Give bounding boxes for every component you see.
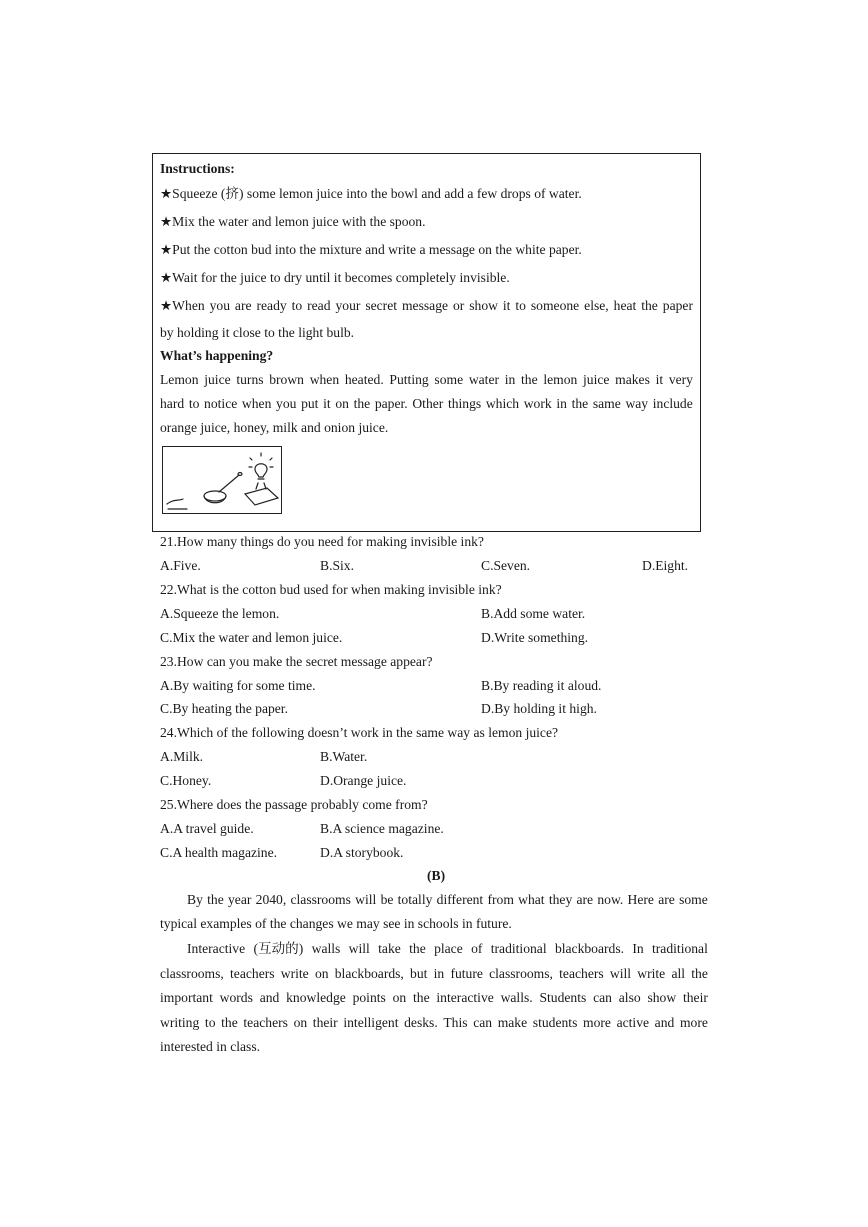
question-22: 22.What is the cotton bud used for when making invisible ink? xyxy=(160,582,502,597)
section-b-p2-line-1 xyxy=(187,940,708,958)
word: ready xyxy=(256,298,287,313)
word: words xyxy=(219,990,253,1005)
word: read xyxy=(307,298,331,313)
q23-option-b: B.By reading it aloud. xyxy=(481,678,602,693)
q25-option-a: A.A travel guide. xyxy=(160,821,254,836)
section-b-heading: (B) xyxy=(427,868,446,883)
word: teachers xyxy=(559,966,604,981)
word: very xyxy=(668,372,693,387)
word: more xyxy=(679,1015,708,1030)
word: will xyxy=(609,966,632,981)
q24-option-a: A.Milk. xyxy=(160,749,204,764)
step-1: ★Squeeze (挤) some lemon juice into the bowl and add a few drops of water. xyxy=(160,186,582,201)
word: points xyxy=(352,990,386,1005)
word: teachers xyxy=(243,1015,288,1030)
q23-option-d: D.By holding it high. xyxy=(481,701,597,716)
word: classrooms, xyxy=(489,966,553,981)
word: walls. xyxy=(500,990,533,1005)
word: in xyxy=(556,396,567,411)
word: write xyxy=(637,966,666,981)
word: future xyxy=(450,966,483,981)
word: on xyxy=(335,396,349,411)
word: in xyxy=(504,372,516,387)
word: lemon xyxy=(543,372,578,387)
word: are xyxy=(576,892,594,907)
paper-icon xyxy=(245,488,278,505)
word: Lemon xyxy=(160,372,199,387)
cotton-bud-icon xyxy=(219,475,239,492)
experiment-drawing xyxy=(163,447,281,513)
word: juice xyxy=(204,372,231,387)
word: work xyxy=(523,396,552,411)
word: show xyxy=(647,990,677,1005)
word: be xyxy=(380,892,394,907)
word: the xyxy=(691,966,708,981)
word: knowledge xyxy=(286,990,346,1005)
step-2: ★Mix the water and lemon juice with the spoon. xyxy=(160,214,426,229)
q21-option-b: B.Six. xyxy=(320,558,354,573)
q22-option-b: B.Add some water. xyxy=(481,606,586,621)
instructions-heading: Instructions: xyxy=(160,161,235,176)
word: paper xyxy=(662,298,693,313)
word: it xyxy=(655,372,664,387)
word: desks. xyxy=(404,1015,438,1030)
happening-line-2 xyxy=(160,395,693,413)
word: to xyxy=(188,396,200,411)
word: or xyxy=(452,298,465,313)
word: write xyxy=(280,966,309,981)
word: all xyxy=(671,966,686,981)
word: classrooms xyxy=(290,892,351,907)
question-21: 21.How many things do you need for making invisible ink? xyxy=(160,534,484,549)
q21-option-d: D.Eight. xyxy=(642,558,689,573)
word: on xyxy=(392,990,407,1005)
word: will xyxy=(348,941,370,956)
word: (互动的) xyxy=(253,941,304,956)
word: totally xyxy=(397,892,433,907)
word: when xyxy=(309,372,340,387)
word: make xyxy=(497,1015,528,1030)
q23-option-a: A.By waiting for some time. xyxy=(160,678,316,693)
word: in xyxy=(433,966,445,981)
section-b-p2-line-5: interested in class. xyxy=(160,1039,261,1054)
lemon-squiggle-icon xyxy=(167,499,183,504)
word: someone xyxy=(530,298,580,313)
word: also xyxy=(618,990,641,1005)
word: things xyxy=(447,396,482,411)
word: water xyxy=(468,372,500,387)
word: turns xyxy=(236,372,264,387)
word: on xyxy=(314,966,329,981)
q25-option-c: C.A health magazine. xyxy=(160,845,278,860)
word: students xyxy=(532,1015,578,1030)
word: year xyxy=(227,892,252,907)
word: paper. xyxy=(374,396,408,411)
word: intelligent xyxy=(343,1015,399,1030)
word: to xyxy=(204,1015,216,1030)
word: Students xyxy=(539,990,587,1005)
word: from xyxy=(487,892,514,907)
word: but xyxy=(410,966,428,981)
section-b-p2-line-4 xyxy=(160,1014,708,1032)
word: of xyxy=(471,941,483,956)
word: their xyxy=(312,1015,338,1030)
word: on xyxy=(293,1015,308,1030)
word: include xyxy=(652,396,693,411)
q21-option-c: C.Seven. xyxy=(481,558,531,573)
word: can xyxy=(593,990,612,1005)
word: you xyxy=(209,298,230,313)
word: brown xyxy=(269,372,304,387)
bowl-icon xyxy=(204,491,226,501)
word: what xyxy=(518,892,545,907)
word: Other xyxy=(412,396,444,411)
word: teachers xyxy=(230,966,275,981)
word: blackboards. xyxy=(554,941,625,956)
word: you xyxy=(276,396,297,411)
q25-option-b: B.A science magazine. xyxy=(320,821,444,836)
word: classrooms, xyxy=(160,966,224,981)
word: else, xyxy=(584,298,609,313)
word: more xyxy=(583,1015,611,1030)
word: interactive xyxy=(436,990,494,1005)
q22-option-c: C.Mix the water and lemon juice. xyxy=(160,630,343,645)
word: take xyxy=(378,941,401,956)
word: show xyxy=(469,298,498,313)
word: now. xyxy=(597,892,624,907)
word: they xyxy=(548,892,573,907)
word: the xyxy=(353,396,371,411)
step-5-line-1 xyxy=(160,297,693,315)
word: the xyxy=(221,1015,238,1030)
word: their xyxy=(682,990,708,1005)
word: traditional xyxy=(652,941,708,956)
word: when xyxy=(241,396,272,411)
word: some xyxy=(679,892,708,907)
q21-option-a: A.Five. xyxy=(160,558,201,573)
word: hard xyxy=(160,396,185,411)
word: are xyxy=(234,298,252,313)
section-b-p2-line-3 xyxy=(160,989,708,1007)
question-23: 23.How can you make the secret message appear? xyxy=(160,654,433,669)
q23-option-c: C.By heating the paper. xyxy=(160,701,288,716)
word: makes xyxy=(615,372,650,387)
word: the xyxy=(641,298,658,313)
happening-line-3: orange juice, honey, milk and onion juice. xyxy=(160,420,389,435)
word: are xyxy=(658,892,675,907)
word: the xyxy=(571,396,589,411)
word: writing xyxy=(160,1015,200,1030)
word: to xyxy=(515,298,526,313)
q25-option-d: D.A storybook. xyxy=(320,845,404,860)
word: the xyxy=(413,990,430,1005)
word: Putting xyxy=(389,372,429,387)
word: it xyxy=(323,396,331,411)
q22-option-a: A.Squeeze the lemon. xyxy=(160,606,280,621)
word: Here xyxy=(627,892,654,907)
word: which xyxy=(485,396,520,411)
question-24: 24.Which of the following doesn’t work in the same way as lemon juice? xyxy=(160,725,559,740)
happening-heading: What’s happening? xyxy=(160,348,274,363)
word: Interactive xyxy=(187,941,246,956)
word: way xyxy=(625,396,649,411)
word: the xyxy=(207,892,224,907)
word: message xyxy=(401,298,449,313)
word: it xyxy=(502,298,511,313)
word: and xyxy=(259,990,280,1005)
word: your xyxy=(335,298,361,313)
word: some xyxy=(434,372,464,387)
word: heated. xyxy=(344,372,384,387)
word: traditional xyxy=(490,941,547,956)
q22-option-d: D.Write something. xyxy=(481,630,589,645)
word: notice xyxy=(204,396,238,411)
q24-option-b: B.Water. xyxy=(320,749,368,764)
word: put xyxy=(301,396,319,411)
word: and xyxy=(654,1015,675,1030)
word: will xyxy=(355,892,377,907)
q24-option-c: C.Honey. xyxy=(160,773,212,788)
word: the xyxy=(521,372,538,387)
word: walls xyxy=(311,941,341,956)
word: important xyxy=(160,990,213,1005)
step-3: ★Put the cotton bud into the mixture and write a message on the white paper. xyxy=(160,242,582,257)
word: secret xyxy=(365,298,398,313)
word: to xyxy=(291,298,303,313)
word: ★When xyxy=(160,298,205,313)
word: can xyxy=(473,1015,493,1030)
word: 2040, xyxy=(255,892,287,907)
word: the xyxy=(409,941,426,956)
word: By xyxy=(187,892,203,907)
word: In xyxy=(632,941,644,956)
experiment-illustration xyxy=(162,446,282,514)
word: This xyxy=(443,1015,468,1030)
section-b-p1-line-1 xyxy=(187,891,708,909)
happening-line-1 xyxy=(160,371,693,389)
section-b-p1-line-2: typical examples of the changes we may see in schools in future. xyxy=(160,916,512,931)
word: active xyxy=(616,1015,650,1030)
word: place xyxy=(434,941,463,956)
word: same xyxy=(592,396,621,411)
word: juice xyxy=(583,372,610,387)
light-bulb-icon xyxy=(255,464,267,477)
word: different xyxy=(436,892,484,907)
step-5-line-2: by holding it close to the light bulb. xyxy=(160,325,355,340)
question-25: 25.Where does the passage probably come from? xyxy=(160,797,428,812)
word: blackboards, xyxy=(334,966,404,981)
section-b-p2-line-2 xyxy=(160,965,708,983)
word: heat xyxy=(613,298,637,313)
step-4: ★Wait for the juice to dry until it becomes completely invisible. xyxy=(160,270,510,285)
q24-option-d: D.Orange juice. xyxy=(320,773,407,788)
